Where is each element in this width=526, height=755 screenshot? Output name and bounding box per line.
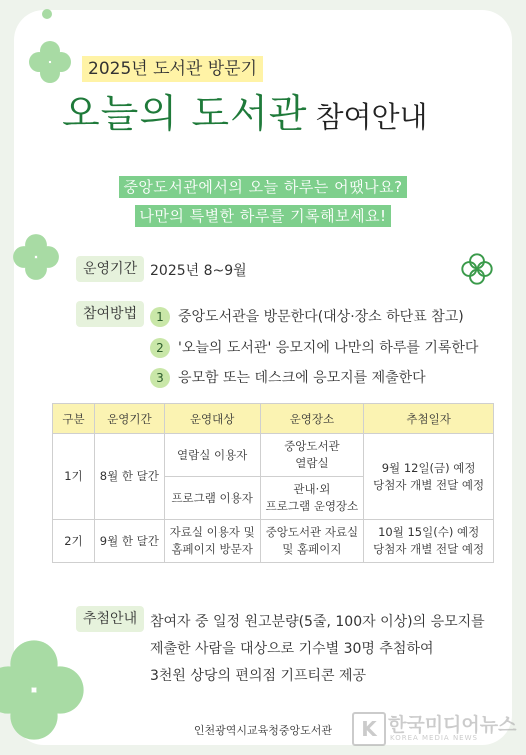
step-number: 2 bbox=[150, 338, 170, 358]
table-row bbox=[53, 434, 494, 477]
draw-date-cell: 9월 12일(금) 예정 당첨자 개별 전달 예정 bbox=[364, 434, 494, 520]
step-number: 1 bbox=[150, 307, 170, 327]
watermark-sub: KOREA MEDIA NEWS bbox=[390, 734, 478, 742]
draw-text-line: 참여자 중 일정 원고분량(5줄, 100자 이상)의 응모지를 bbox=[150, 614, 485, 630]
period-label: 운영기간 bbox=[76, 256, 144, 282]
table-header-row bbox=[53, 404, 494, 434]
period-cell: 8월 한 달간 bbox=[94, 434, 164, 520]
header-cell: 운영대상 bbox=[164, 404, 260, 434]
banner-line-2: 나만의 특별한 하루를 기록해보세요! bbox=[0, 205, 526, 227]
method-step bbox=[150, 306, 464, 328]
watermark-mark: K bbox=[352, 712, 386, 746]
banner-line-1: 중앙도서관에서의 오늘 하루는 어땠나요? bbox=[0, 176, 526, 198]
method-step bbox=[150, 367, 426, 389]
clover-icon bbox=[28, 40, 72, 84]
term-cell: 1기 bbox=[53, 434, 95, 520]
table-row bbox=[53, 520, 494, 563]
clover-outline-icon bbox=[460, 252, 494, 286]
title-sub: 참여안내 bbox=[315, 100, 428, 134]
target-cell: 자료실 이용자 및 홈페이지 방문자 bbox=[164, 520, 260, 563]
place-cell: 중앙도서관 열람실 bbox=[260, 434, 364, 477]
target-cell: 프로그램 이용자 bbox=[164, 477, 260, 520]
period-value: 2025년 8~9월 bbox=[150, 263, 247, 279]
header-cell: 운영기간 bbox=[94, 404, 164, 434]
draw-text-line: 3천원 상당의 편의점 기프티콘 제공 bbox=[150, 668, 367, 684]
step-number: 3 bbox=[150, 368, 170, 388]
period-cell: 9월 한 달간 bbox=[94, 520, 164, 563]
method-step bbox=[150, 337, 478, 359]
place-cell: 관내·외 프로그램 운영장소 bbox=[260, 477, 364, 520]
schedule-table bbox=[52, 403, 494, 563]
target-cell: 열람실 이용자 bbox=[164, 434, 260, 477]
step-text: 응모함 또는 데스크에 응모지를 제출한다 bbox=[178, 370, 426, 386]
place-cell: 중앙도서관 자료실 및 홈페이지 bbox=[260, 520, 364, 563]
method-label: 참여방법 bbox=[76, 301, 144, 327]
step-text: '오늘의 도서관' 응모지에 나만의 하루를 기록한다 bbox=[178, 340, 479, 356]
watermark-name: 한국미디어뉴스 bbox=[388, 714, 517, 736]
term-cell: 2기 bbox=[53, 520, 95, 563]
small-dot-icon bbox=[41, 8, 53, 20]
header-cell: 추첨일자 bbox=[364, 404, 494, 434]
draw-text-line: 제출한 사람을 대상으로 기수별 30명 추첨하여 bbox=[150, 641, 434, 657]
step-text: 중앙도서관을 방문한다(대상·장소 하단표 참고) bbox=[178, 309, 464, 325]
watermark-logo bbox=[352, 708, 522, 748]
footer-organization: 인천광역시교육청중앙도서관 bbox=[193, 724, 333, 737]
header-cell: 구분 bbox=[53, 404, 95, 434]
clover-icon bbox=[12, 233, 60, 281]
page-title bbox=[62, 88, 522, 144]
header-cell: 운영장소 bbox=[260, 404, 364, 434]
draw-label: 추첨안내 bbox=[76, 606, 144, 632]
year-tag: 2025년 도서관 방문기 bbox=[82, 56, 263, 82]
draw-date-cell: 10월 15일(수) 예정 당첨자 개별 전달 예정 bbox=[364, 520, 494, 563]
title-main: 오늘의 도서관 bbox=[62, 92, 308, 137]
